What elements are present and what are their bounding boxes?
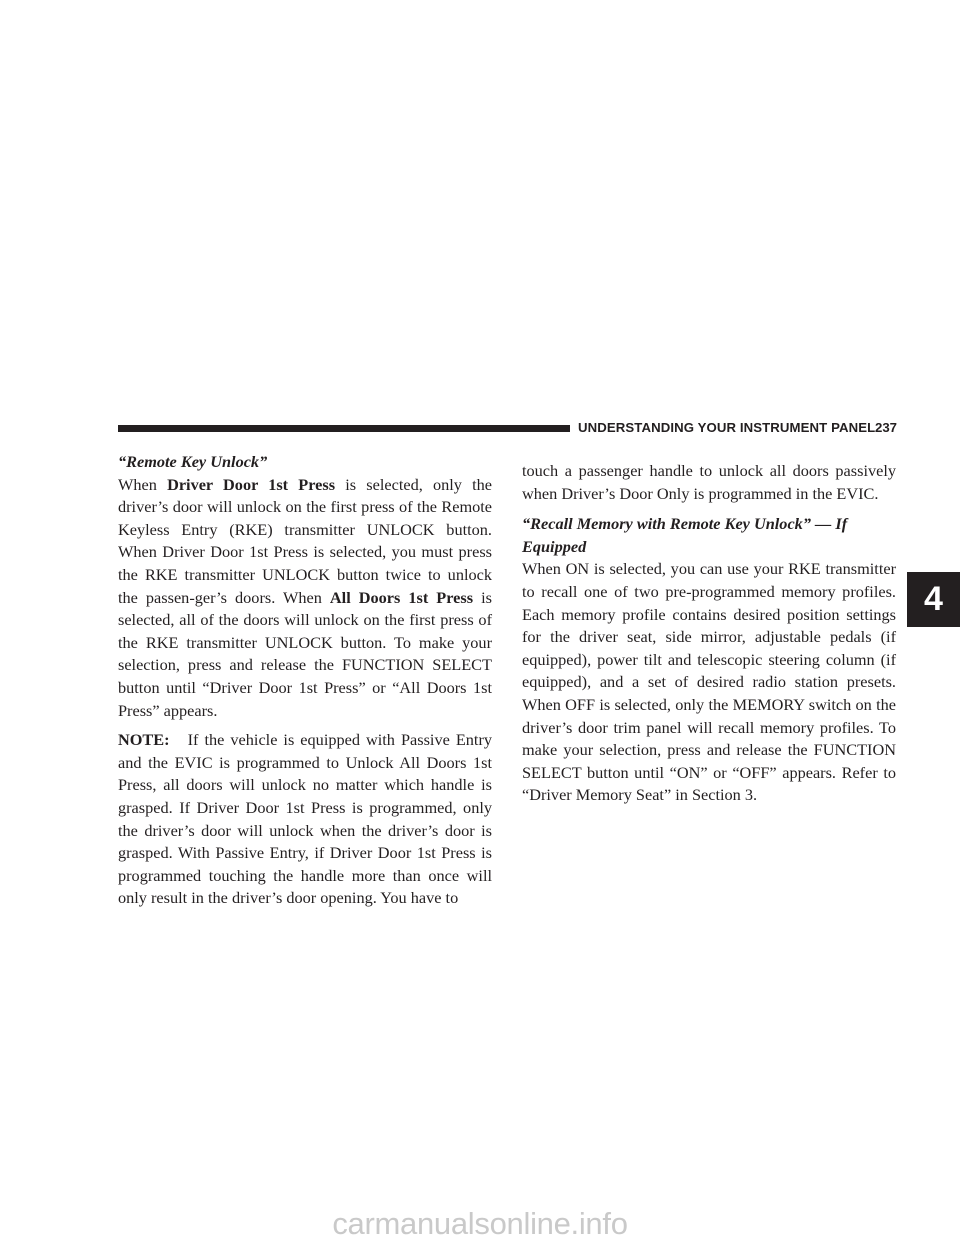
running-header: UNDERSTANDING YOUR INSTRUMENT PANEL: [578, 420, 876, 435]
right-column: [522, 460, 896, 807]
note-label: NOTE:: [118, 730, 170, 750]
recall-memory-paragraph: When ON is selected, you can use your RKE transmitter to recall one of two pre-programmed memory profiles. Each memory profile contains desired position settings for the driver seat, side mirror, adjustable pedals (if equipped), power tilt and telescopic steering column (if equipped), and a set of desired radio station presets. When OFF is selected, only the MEMORY switch on the driver’s door trim panel will recall memory profiles. To make your selection, press and release the FUNCTION SELECT button until “ON” or “OFF” appears. Refer to “Driver Memory Seat” in Section 3.: [522, 559, 896, 805]
paragraph-tail: is selected, all of the doors will unlock on the first press of the RKE transmitter UNLOCK button. To make your selection, press and release the FUNCTION SELECT button until “Driver Door 1st Press” or “All Doors 1st Press” appears.: [118, 587, 492, 720]
watermark: carmanualsonline.info: [332, 1206, 628, 1241]
header-rule: [118, 425, 570, 432]
note-paragraph: [118, 729, 492, 910]
continued-paragraph: touch a passenger handle to unlock all doors passively when Driver’s Door Only is programmed in the EVIC.: [522, 461, 896, 503]
section-heading-recall-memory: “Recall Memory with Remote Key Unlock” — If Equipped: [522, 514, 848, 556]
option-all-doors-1st-press: All Doors 1st Press: [329, 587, 474, 607]
option-driver-door-1st-press: Driver Door 1st Press: [167, 474, 336, 494]
page-number: 237: [875, 420, 898, 435]
note-text: If the vehicle is equipped with Passive Entry and the EVIC is programmed to Unlock All Doors 1st Press, all doors will unlock no matter which handle is grasped. If Driver Door 1st Press is programmed, only the driver’s door will unlock when the driver’s door is grasped. With Passive Entry, if Driver Door 1st Press is programmed touching the handle more than once will only result in the driver’s door opening. You have to: [118, 730, 493, 908]
paragraph-middle: is selected, only the driver’s door will unlock on the first press of the Remote Keyless Entry (RKE) transmitter UNLOCK button. When Driver Door 1st Press is selected, you must press the RKE transmitter UNLOCK button twice to unlock the passen-ger’s doors. When: [118, 474, 492, 607]
section-heading-remote-key-unlock: “Remote Key Unlock”: [118, 452, 268, 471]
remote-key-unlock-paragraph: [118, 474, 492, 723]
section-tab: 4: [907, 572, 960, 627]
paragraph-lead: When: [118, 474, 157, 494]
left-column: [118, 451, 492, 910]
